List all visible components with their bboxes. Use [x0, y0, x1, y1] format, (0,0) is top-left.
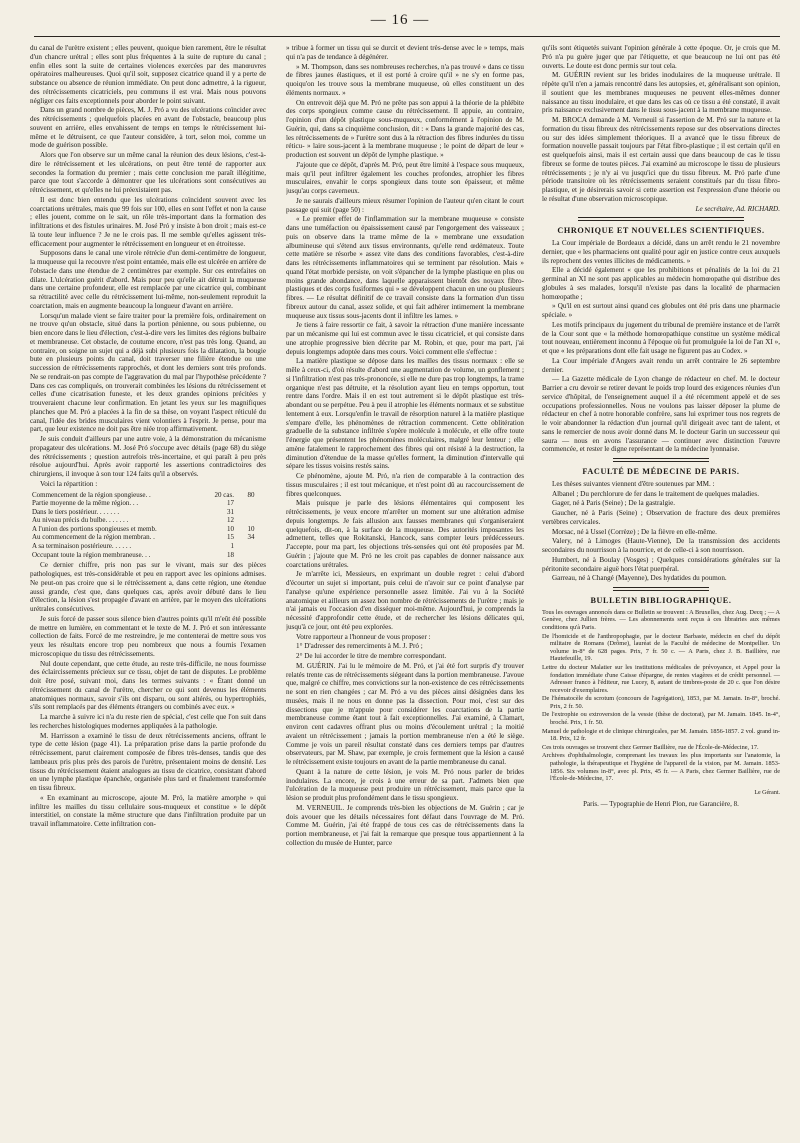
paragraph: « Le premier effet de l'inflammation sur la membrane muqueuse » consiste dans une tuméfaction ou épaississement causé par l'engorgement des vaisseaux ; puis on observe dans la trame même de la » membrane une exsudation albumineuse qui s'étend aux tissus environnants, qu'elle rend œdémateux. Toute cette matière se résorbe » assez vite dans des conditions favorables, c'est-à-dire dans les rétrécissements inflammatoires qui se terminent par résolution. Mais » quand l'état morbide persiste, on voit s'épancher de la lymphe plastique en plus ou moins grande abondance, dans laquelle apparaissent bientôt des noyaux fibro-plastiques et des corps fusiformes qui » se développent chacun en une ou plusieurs fibres. — Le résultat définitif de ce travail consiste dans la formation d'un tissu fibreux autour du canal, assez solide, et qui fait adhérer intimement la membrane muqueuse aux tissus sous-jacents dont il infiltre les lames. » [286, 215, 524, 320]
table-value: 31 [227, 507, 234, 516]
paragraph: 2° De lui accorder le titre de membre correspondant. [296, 652, 447, 660]
table-group: 10 [247, 524, 255, 533]
paragraph: M. Harrisson a examiné le tissu de deux rétrécissements anciens, offrant le type de cette lésion (page 41). La préparation prise dans la partie profonde du rétrécissement, parut clairement composée de fibres très-denses, tandis que des lambeaux pris plus près des parois de l'urètre, présentaient moins de densité. Les tissus du rétrécissement étaient analogues au tissu de cicatrice, consistant d'abord en une lymphe plastique épanchée, organisée plus tard et finalement transformée en tissu fibreux. [30, 731, 266, 792]
table-row [30, 542, 266, 551]
paragraph: Gaucher, né à Paris (Seine) ; Observation de fracture des deux premières vertèbres cervicales. [542, 509, 780, 526]
column-2 [286, 44, 524, 1124]
paragraph: Il est donc bien entendu que les ulcérations coïncident souvent avec les coarctations urétrales, mais que 99 fois sur 100, elles en sont l'effet et non la cause ; elles jouent, comme on le sait, un rôle très-important dans la formation des infiltrations et des fistules urinaires. M. José Pró y insiste à bon droit ; mais est-ce là toute leur influence ? Je ne le crois pas. Il me semble qu'elles agissent très-efficacement pour augmenter le rétrécissement en longueur et en étroitesse. [30, 195, 266, 248]
paragraph: On entrevoit déjà que M. Pró ne prête pas son appui à la théorie de la phlébite des corps spongieux comme cause du rétrécissement. Il appuie, au contraire, l'opinion d'un dépôt plastique sous-muqueux, conformément à l'opinion de M. Guérin, qui, dans sa cinquième conclusion, dit : « Dans la grande majorité des cas, les rétrécissements de » l'urètre sont dus à la rétraction des fibres indurées du tissu réticu- » laire sous-jacent à la membrane muqueuse ; le point de départ de leur » production est souvent un dépôt de lymphe plastique. » [286, 98, 524, 159]
biblio-entry: De l'hématocèle du scrotum (concours de l'agrégation), 1853, par M. Jamain. In-8°, broché. Prix, 2 fr. 50. [542, 695, 780, 710]
paragraph: Les motifs principaux du jugement du tribunal de première instance et de l'arrêt de la Cour sont que « la méthode homœopathique constitue un système médical tout nouveau, entièrement inconnu à l'époque où fut promulguée la loi de l'an XI », et que « les préparations dont elle fait usage ne figurent pas au Codex. » [542, 320, 780, 355]
biblio-entry: De l'homicide et de l'anthropophagie, par le docteur Barbaste, médecin en chef du dépôt militaire de Romans (Drôme), lauréat de la Faculté de médecine de Montpellier. Un volume in-8° de 628 pages. Prix, 7 fr. 50 c. — A Paris, chez J. B. Baillière, rue Hautefeuille, 19. [542, 632, 780, 663]
biblio-entry: Lettre du docteur Malatier sur les institutions médicales de prévoyance, et Appel pour la fondation immédiate d'une Caisse d'épargne, de rentes viagères et de crédit personnel. — Adresser franco à l'éditeur, rue Lucey, 8, autant de timbres-poste de 20 c. que l'on désire recevoir d'exemplaires. [542, 663, 780, 694]
header-rule [34, 36, 780, 37]
paragraph: » tribue à former un tissu qui se durcit et devient très-dense avec le » temps, mais qui n'a pas de tendance à dégénérer. [286, 44, 524, 61]
gerant-label: Le Gérant. [754, 789, 780, 796]
printer-line: Paris. — Typographie de Henri Plon, rue Garancière, 8. [583, 799, 739, 808]
table-label: Dans le tiers postérieur. . . . . . . [32, 507, 120, 516]
paragraph: « En examinant au microscope, ajoute M. Pró, la matière amorphe » qui infiltre les mailles du tissu cellulaire sous-muqueux et constitue » le dépôt interstitiel, on constate la même structure que dans l'infiltration produite par un travail inflammatoire. Cette infiltration con- [30, 793, 266, 828]
paragraph: J'ajoute que ce dépôt, d'après M. Pró, peut être limité à l'espace sous muqueux, mais qu'il peut infiltrer également les couches profondes, atrophier les fibres musculaires, envahir le corps spongieux dans toute son épaisseur, et même jusqu'au corps caverneux. [286, 160, 524, 195]
paragraph: Gager, né à Paris (Seine) ; De la gastralgie. [552, 499, 676, 508]
section-heading-biblio: BULLETIN BIBLIOGRAPHIQUE. [590, 596, 732, 605]
paragraph: La marche à suivre ici n'a du reste rien de spécial, c'est celle que l'on suit dans les recherches histologiques modernes appliquées à la pathologie. [30, 713, 266, 730]
biblio-entry: Archives d'ophthalmologie, comprenant les travaux les plus importants sur l'anatomie, la pathologie, la thérapeutique et l'hygiène de l'appareil de la vision, par M. Jamain. 1853-1856. Six volumes in-8°, avec pl. Prix, 45 fr. — A Paris, chez Germer Baillière, rue de l'École-de-Médecine, 17. [542, 752, 780, 783]
paragraph: Je ne saurais d'ailleurs mieux résumer l'opinion de l'auteur qu'en citant le court passage qui suit (page 50) : [286, 196, 524, 214]
distribution-table [30, 491, 266, 560]
column-1 [30, 44, 266, 1124]
paragraph: Nul doute cependant, que cette étude, au reste très-difficile, ne nous fournisse des éclaircissements précieux sur ce tissu, objet de tant de disputes. Le problème doit être posé, suivant moi, dans les termes suivants : « Étant donné un rétrécissement du canal de l'urètre, chercher ce qui sont devenus les éléments anatomiques normaux, savoir s'ils ont disparu, ou sont altérés, ou hypertrophiés, s'ils sont remplacés par des éléments étrangers ou combinés avec eux. » [30, 659, 266, 712]
table-group [236, 499, 266, 508]
column-3 [542, 44, 780, 1124]
paragraph: » M. Thompson, dans ses nombreuses recherches, n'a pas trouvé » dans ce tissu de fibres jaunes élastiques, et il est porté à croire qu'il » ne s'y en forme pas, quoiqu'on les trouve sous la membrane muqueuse, où elles constituent un des éléments normaux. » [286, 62, 524, 97]
table-row [30, 525, 266, 534]
paragraph: Elle a décidé également « que les prohibitions et pénalités de la loi du 21 germinal an XI ne sont pas applicables au médecin homœopathe qui distribue des globules à ses malades, lorsqu'il n'existe pas dans la localité de pharmacien homœopathe ; [542, 266, 780, 301]
paragraph: Je m'arrête ici, Messieurs, en exprimant un double regret : celui d'abord d'écourter un sujet si important, puis celui de n'avoir sur ce point d'analyse par l'analyse qu'une expérience personnelle assez limitée. J'ai vu à la Société anatomique et ailleurs un assez bon nombre de rétrécissements de l'urètre ; mais je n'ai jamais eu l'occasion d'en disséquer moi-même. Aujourd'hui, je comprends la nécessité d'approfondir cette étude, et de rechercher les lésions délicates qui, jusqu'à ce jour, ont été peu explorées. [286, 570, 524, 631]
paragraph: Supposons dans le canal une virole rétrécie d'un demi-centimètre de longueur, la muqueuse qui la recouvre n'est point entamée, mais elle est ulcérée en arrière de l'obstacle dans une étendue de 2 centimètres par exemple. Sur ces entrefaites on dilate. L'ulcération guérit d'abord. Mais pour peu qu'elle ait détruit la muqueuse dans une certaine profondeur, elle est remplacée par une cicatrice qui, combinant sa rétractilité avec celle du rétrécissement lui-même, non-seulement reproduit la coarctation, mais en augmente beaucoup la longueur d'avant en arrière. [30, 249, 266, 310]
secretary-signature: Le secrétaire, Ad. RICHARD. [695, 204, 780, 213]
section-divider [613, 587, 708, 591]
paragraph: Dans un grand nombre de pièces, M. J. Pró a vu des ulcérations coïncider avec des rétrécissements ; quelquefois placées en avant de l'obstacle, beaucoup plus souvent en arrière, elles envahissent de temps en temps le rétrécissement lui-même et le détruisent, ce que l'auteur considère, à tort, selon moi, comme un mode de guérison possible. [30, 106, 266, 150]
paragraph: Je tiens à faire ressortir ce fait, à savoir la rétraction d'une manière incessante par un mécanisme qui lui est commun avec le tissu cicatriciel, et qui consiste dans une atrophie progressive bien décrite par M. Robin, et que, pour ma part, j'ai depuis longtemps adoptée dans mes cours. Voici comment elle s'effectue : [286, 321, 524, 356]
paragraph: M. BROCA demande à M. Verneuil si l'assertion de M. Pró sur la nature et la formation du tissu fibreux des rétrécissements repose sur des observations directes ou sur des idées simplement théoriques. Il a avancé que le tissu fibreux de formation nouvelle passait toujours par l'état fibro-plastique ; il est certain qu'il en est quelquefois ainsi, mais il est certain aussi que dans beaucoup de cas le tissu fibreux se forme de toutes pièces. J'ai examiné au microscope le tissu de plusieurs rétrécissements ; je n'y ai vu jusqu'ici que du tissu fibreux. M. Pró parle d'une période transitoire où les rétrécissements seraient constitués par du tissu fibro-plastique, et je désirerais savoir si cette assertion est l'expression d'une théorie ou le résultat d'une observation microscopique. [542, 116, 780, 203]
paragraph: Votre rapporteur a l'honneur de vous proposer : [296, 632, 431, 641]
paragraph: — La Gazette médicale de Lyon change de rédacteur en chef. M. le docteur Barrier a cru devoir se retirer devant le poids trop lourd des exigences réunies d'un service d'hôpital, de l'enseignement auquel il a été récemment appelé et de ses occupations professionnelles. Nous ne voulons pas laisser déposer la plume de rédacteur en chef à notre honorable confrère, sans lui exprimer tous nos regrets de le voir abandonner la rédaction d'un journal qu'il dirigeait avec tant de talent, et sans le remercier de nous avoir donné dans M. le docteur Garin un successeur qui saura — nous en avons l'assurance — continuer avec distinction l'œuvre commencée, et rester le digne représentant de la médecine lyonnaise. [542, 375, 780, 454]
paragraph: Lorsqu'un malade vient se faire traiter pour la première fois, ordinairement on ne trouve qu'un obstacle, situé dans la portion pénienne, ou sous pubienne, ou bien encore dans le lieu d'élection, c'est-à-dire vers les limites des régions bulbaire et membraneuse. Cet obstacle, de coutume encore, n'est pas très long. Quand, au contraire, on soigne un sujet qui a déjà subi plusieurs fois la dilatation, la bougie bute en plusieurs points du canal, doit traverser une filière étendue ou une succession de rétrécissements rapprochés, et dont les derniers sont très profonds. Ne se rendrait-on pas compte de l'aggravation du mal par l'hypothèse précédente ? Dans ces cas compliqués, on trouverait combinées les lésions du rétrécissement et celles d'une cicatrisation funeste, et les deux grandes opinions précitées y trouveraient chacune leur confirmation. En jetant les yeux sur les magnifiques planches que M. Pró a placées à la fin de sa thèse, on voyant l'aspect réticulé du canal, l'idée des brides musculaires vient volontiers à l'esprit. Je pense, pour ma part, que leur existence ne doit pas être niée trop affirmativement. [30, 311, 266, 434]
table-label: Occupant toute la région membraneuse. . . [32, 550, 151, 559]
section-divider [613, 458, 708, 462]
table-group [236, 551, 266, 560]
table-label: Au commencement de la région membran. . [32, 533, 155, 542]
table-row [30, 516, 266, 525]
paragraph: M. GUÉRIN revient sur les brides inodulaires de la muqueuse urétrale. Il répète qu'il n'en a jamais rencontré dans les autopsies, et, généralisant son opinion, il soutient que les membranes muqueuses ne peuvent elles-mêmes donner naissance au tissu inodulaire, et que dans les cas où ce tissu a été constaté, il avait pris naissance exclusivement dans le tissu sous-jacent à la membrane muqueuse. [542, 71, 780, 115]
biblio-entry: Ces trois ouvrages se trouvent chez Germer Baillière, rue de l'École-de-Médecine, 17. [542, 743, 759, 751]
paragraph: Albanel ; Du perchlorure de fer dans le traitement de quelques maladies. [552, 489, 759, 498]
table-row [30, 499, 266, 508]
table-label: A l'union des portions spongieuses et memb. [32, 524, 157, 533]
paragraph: Les thèses suivantes viennent d'être soutenues par MM. : [552, 479, 715, 488]
section-divider [578, 217, 745, 221]
table-row [30, 533, 266, 542]
table-group: 80 [247, 490, 255, 499]
paragraph: Garreau, né à Changé (Mayenne), Des hydatides du poumon. [552, 574, 727, 583]
table-label: Au niveau précis du bulbe. . . . . . . [32, 516, 129, 525]
table-label: A sa terminaison postérieure. . . . . . [32, 542, 132, 551]
paragraph: Voici la répartition : [40, 479, 98, 488]
section-heading-chronique: CHRONIQUE ET NOUVELLES SCIENTIFIQUES. [557, 226, 765, 236]
paragraph: M. VERNEUIL. Je comprends très-bien les objections de M. Guérin ; car je dois avouer que les détails nécessaires font défaut dans l'ouvrage de M. Pró. Comme M. Guérin, j'ai été frappé de tous ces cas de rétrécissements dans la portion membraneuse, et j'ai fait la remarque que presque tous appartiennent à la collection du musée de Hunter, parce [286, 803, 524, 847]
paragraph: La Cour impériale d'Angers avait rendu un arrêt contraire le 26 septembre dernier. [542, 356, 780, 374]
table-label: Commencement de la région spongieuse. . [32, 490, 151, 499]
table-value: 1 [230, 542, 234, 551]
biblio-entry: Manuel de pathologie et de clinique chirurgicales, par M. Jamain. 1856-1857. 2 vol. grand in-18. Prix, 12 fr. [542, 727, 780, 743]
paragraph: Valery, né à Limoges (Haute-Vienne), De la transmission des accidents secondaires du nourrisson à la nourrice, et de celle-ci à son nourrisson. [542, 537, 780, 554]
table-value: 18 [227, 550, 234, 559]
paragraph: M. GUÉRIN. J'ai lu le mémoire de M. Pró, et j'ai été fort surpris d'y trouver relatés trente cas de rétrécissements siégeant dans la portion membraneuse. J'avoue que, malgré ce chiffre, mes convictions sur la non-existence de ces rétrécissements ne sont en rien changées ; car M. Pró a vu des pièces ainsi désignées dans les musées, mais il ne nous en donne pas la dissection. Pour moi, c'est sur des dissections que je m'appuie pour considérer les coarctations de la partie membraneuse comme étant tout à fait exceptionnelles. J'ai examiné, à Clamart, environ cent cadavres offrant plus ou moins d'écoulement urétral ; la moitié avaient un rétrécissement ; jamais la portion membraneuse n'en a été le siège. Comme je vois un pareil résultat constaté dans ces derniers temps par d'autres observateurs, par M. Shaw, par exemple, je crois fermement que la lésion a causé le rétrécissement existe toujours en avant de la partie membraneuse du canal. [286, 661, 524, 766]
paragraph: Quant à la nature de cette lésion, je vois M. Pró nous parler de brides inodulaires. La encore, je crois à une erreur de sa part. J'admets bien que l'ulcération de la muqueuse peut produire un rétrécissement, mais parce que la lésion se produit plus profondément dans le tissu spongieux. [286, 767, 524, 802]
table-value: 12 [227, 516, 234, 525]
paragraph: Ce phénomène, ajoute M. Pró, n'a rien de comparable à la contraction des tissus musculaires ; il est tout mécanique, et n'est point dû au raccourcissement de fibres quelconques. [286, 472, 524, 498]
table-label: Partie moyenne de la même région. . . [32, 499, 139, 508]
paragraph: du canal de l'urètre existent ; elles peuvent, quoique bien rarement, être le résultat d'un chancre urétral ; elles sont plus fréquentes à la suite de rupture du canal ; enfin elles sont la suite de certaines violences exercées par des manœuvres opératoires malheureuses. Quoi qu'il soit, supposez cicatrice quand il y a perte de substance ou absence de réunion immédiate. On peut donc admettre, à la rigueur, des rétrécissements cicatriciels, peu communs il est vrai. Mais nous pouvons négliger ces faits exceptionnels pour aborder le point suivant. [30, 44, 266, 105]
paragraph: qu'ils sont étiquetés suivant l'opinion générale à cette époque. Or, je crois que M. Pró n'a pu guère juger que par l'étiquette, et que beaucoup ne lui ont pas été ouverts. Le doute est donc permis sur tout cela. [542, 44, 780, 70]
paragraph: Morsac, né à Ussel (Corrèze) ; De la fièvre en elle-même. [552, 527, 717, 536]
table-row [30, 508, 266, 517]
page-number: — 16 — [370, 12, 430, 28]
table-row [30, 551, 266, 560]
paragraph: Humbert, né à Boulay (Vosges) ; Quelques considérations générales sur la péritonite secondaire aiguë hors l'état puerpéral. [542, 555, 780, 573]
table-group [236, 542, 266, 551]
paragraph: La Cour impériale de Bordeaux a décidé, dans un arrêt rendu le 21 novembre dernier, que « les pharmaciens ont qualité pour agir en justice contre ceux auxquels ils reprochent des ventes illicites de médicaments. » [542, 239, 780, 265]
table-value: 20 cas. [214, 490, 234, 499]
table-value: 15 [227, 533, 234, 542]
paragraph: La matière plastique se dépose dans les mailles des tissus normaux : elle se mêle à ceux-ci, d'où résulte d'abord une augmentation de volume, un gonflement ; si l'infiltration n'est pas très-prononcée, si elle ne dure pas trop longtemps, la trame organique n'est pas détruite, et la résolution ayant lieu en temps opportun, tout rentre dans l'ordre. Mais il en est tout autrement si le dépôt plastique est très-abondant ou se perpétue. Peu à peu il atrophie les éléments normaux et se substitue lentement à eux. Lorsqu'enfin le travail de résorption naturel à la matière plastique s'empare d'elle, les phénomènes de rétraction commencent. Cette oblitération graduelle de la substance infiltrée s'opère molécule à molécule, et elle offre toute l'énergie que présentent les phénomènes moléculaires, malgré leur lenteur ; elle amène fatalement le rapprochement des fibres qui ont résisté à la destruction, la diminution d'étendue de la masse qu'elles forment, la diminution d'intervalle qui sépare les tissus voisins restés sains. [286, 357, 524, 471]
paragraph: Ce dernier chiffre, pris non pas sur le vivant, mais sur des pièces pathologiques, est très-considérable et peu en rapport avec les opinions admises. Ne peut-on pas croire que si le rétrécissement a, dans cette région, une étendue aussi grande, c'est que, dans quelques cas, après avoir débuté dans le lieu d'élection, la lésion s'est propagée d'avant en arrière, par le moyen des ulcérations urétrales consécutives. [30, 561, 266, 613]
paragraph: » Qu'il en est surtout ainsi quand ces globules ont été pris dans une pharmacie spéciale. » [542, 302, 780, 319]
table-group: 34 [247, 533, 255, 542]
biblio-list [542, 633, 780, 783]
paragraph: 1° D'adresser des remerciments à M. J. Pró ; [296, 642, 423, 651]
paragraph: Je suis conduit d'ailleurs par une autre voie, à la démonstration du mécanisme propagateur des ulcérations. M. José Pró s'occupe avec détails (page 68) du siège des rétrécissements ; question autrefois très-incertaine, et qui paraît à peu près résolue aujourd'hui. Après avoir rapporté les assertions contradictoires des chirurgiens, il invoque à son tour 124 faits qu'il a observés. [30, 435, 266, 478]
table-value: 17 [227, 499, 234, 508]
biblio-note: Tous les ouvrages annoncés dans ce Bulletin se trouvent : A Bruxelles, chez Aug. Decq ; — A Genève, chez Jullien frères. — Les abonnements sont reçus à ces librairies aux mêmes conditions qu'à Paris. [542, 608, 780, 631]
table-group [236, 508, 266, 517]
paragraph: Je suis forcé de passer sous silence bien d'autres points qu'il m'eût été possible de mettre en lumière, en commentant et le texte de M. J. Pró et son intéressante collection de faits. Forcé de me restreindre, je me contenterai de mettre sous vos yeux les résultats encore trop peu nombreux que nous a fournis l'examen microscopique du tissu des rétrécissements. [30, 614, 266, 658]
table-row [30, 491, 266, 500]
biblio-entry: De l'extrophie ou extroversion de la vessie (thèse de doctorat), par M. Jamain. 1845. In-4°, broché. Prix, 1 fr. 50. [542, 711, 780, 727]
table-group [236, 516, 266, 525]
table-value: 10 [227, 524, 234, 533]
paragraph: Alors que l'on observe sur un même canal la réunion des deux lésions, c'est-à-dire le rétrécissement et les ulcérations, on peut être tenté de rapporter aux secondes la formation du premier ; mais cette conclusion me paraît illégitime, parce que tout s'accorde à démontrer que les ulcérations sont consécutives au rétrécissement, et qu'elles ne lui préexistaient pas. [30, 151, 266, 194]
section-heading-faculte: FACULTÉ DE MÉDECINE DE PARIS. [582, 467, 740, 476]
paragraph: Mais puisque je parle des lésions élémentaires qui composent les rétrécissements, je veux encore m'arrêter un moment sur une altération admise depuis longtemps. Je fais allusion aux fausses membranes qui s'organiseraient quelquefois, dit-on, à la surface de la muqueuse. Des autorités imposantes les admettent, telles que Rokitanski, Hancock, sans compter leurs prédécesseurs. J'accepte, pour ma part, les objections très-sensées qui ont été proposées par M. Guérin ; j'ajoute que M. Pró ne les croit pas capables de donner naissance aux coarctations urétrales. [286, 499, 524, 569]
